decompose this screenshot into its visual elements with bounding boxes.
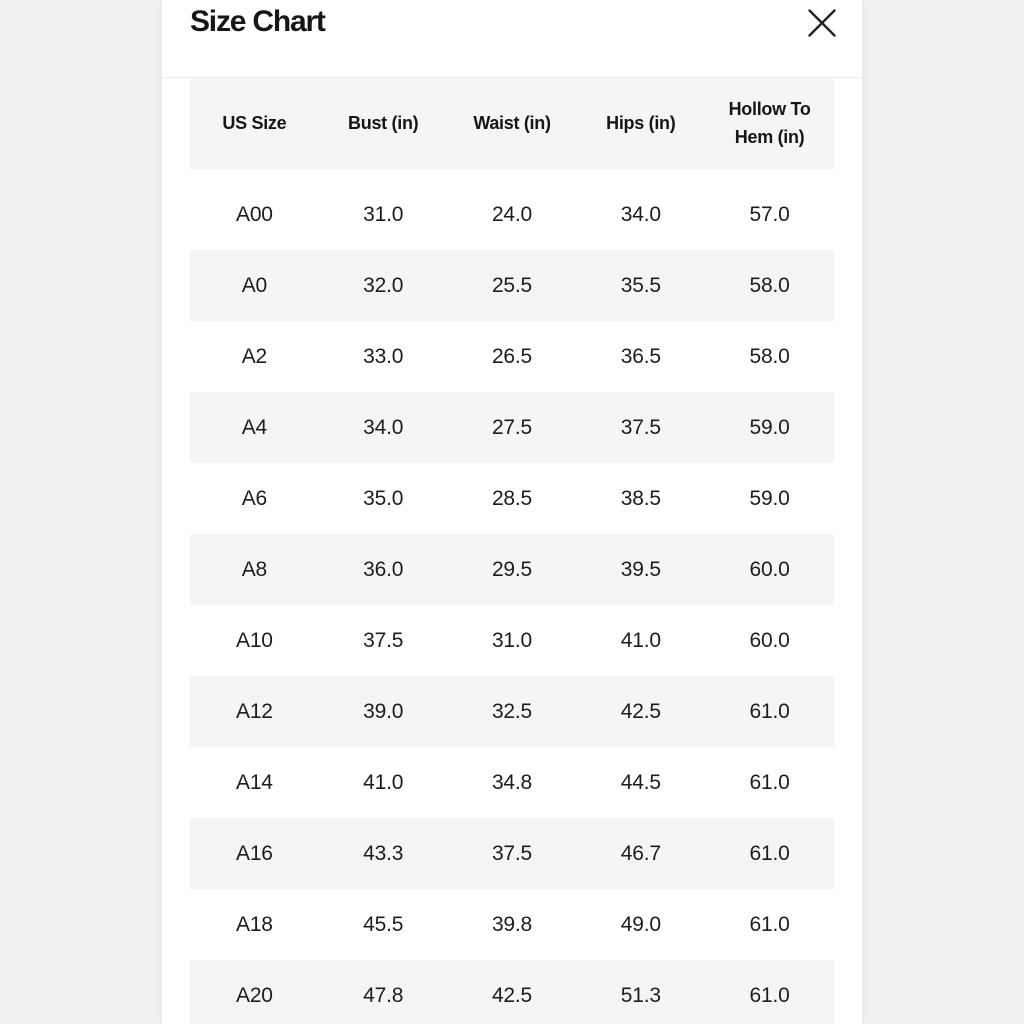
table-cell: A18	[236, 912, 273, 936]
table-cell: 44.5	[620, 770, 661, 794]
table-cell: 37.5	[491, 841, 533, 865]
table-cell: 61.0	[749, 912, 790, 936]
table-cell: 34.0	[363, 415, 404, 439]
table-cell: 60.0	[749, 557, 790, 581]
table-cell: 26.5	[491, 344, 533, 368]
table-cell: 59.0	[749, 415, 790, 439]
table-row	[190, 534, 834, 605]
table-cell: A00	[236, 202, 273, 226]
table-cell: A0	[241, 273, 268, 297]
table-cell: 61.0	[749, 699, 790, 723]
table-cell: 39.5	[620, 557, 661, 581]
column-header: Hollow To Hem (in)	[728, 98, 811, 147]
table-row	[190, 321, 834, 392]
table-cell: A20	[236, 983, 273, 1007]
table-cell: 34.8	[491, 770, 533, 794]
table-row	[190, 818, 834, 889]
table-cell: 35.0	[363, 486, 404, 510]
table-header-row	[190, 78, 834, 169]
table-cell: A10	[236, 628, 273, 652]
table-cell: 27.5	[491, 415, 533, 439]
table-cell: 32.5	[491, 699, 533, 723]
table-cell: 41.0	[620, 628, 661, 652]
table-cell: 34.0	[620, 202, 661, 226]
table-cell: 42.5	[620, 699, 661, 723]
table-row	[190, 676, 834, 747]
table-cell: 42.5	[491, 983, 533, 1007]
table-row	[190, 463, 834, 534]
close-icon	[806, 7, 838, 39]
table-cell: A12	[236, 699, 273, 723]
table-cell: 47.8	[363, 983, 404, 1007]
table-cell: 37.5	[363, 628, 404, 652]
table-cell: 60.0	[749, 628, 790, 652]
table-row	[190, 392, 834, 463]
column-header: Hips (in)	[606, 112, 676, 133]
column-header: Bust (in)	[348, 112, 419, 133]
table-cell: 58.0	[749, 344, 790, 368]
size-chart-table	[190, 78, 834, 1024]
table-cell: 61.0	[749, 983, 790, 1007]
table-cell: 37.5	[620, 415, 661, 439]
table-cell: 57.0	[749, 202, 790, 226]
table-cell: 61.0	[749, 770, 790, 794]
table-row	[190, 747, 834, 818]
table-cell: 46.7	[620, 841, 661, 865]
table-cell: 43.3	[363, 841, 404, 865]
close-button[interactable]	[803, 4, 841, 42]
table-cell: 51.3	[620, 983, 661, 1007]
table-cell: 35.5	[620, 273, 661, 297]
table-row	[190, 179, 834, 250]
modal-header	[162, 0, 862, 78]
table-cell: 49.0	[620, 912, 661, 936]
table-row	[190, 889, 834, 960]
table-cell: 58.0	[749, 273, 790, 297]
table-row	[190, 605, 834, 676]
table-body	[190, 179, 834, 1024]
table-cell: 31.0	[491, 628, 533, 652]
table-cell: 31.0	[363, 202, 404, 226]
table-cell: 39.0	[363, 699, 404, 723]
table-cell: 41.0	[363, 770, 404, 794]
table-cell: 36.0	[363, 557, 404, 581]
table-cell: 29.5	[491, 557, 533, 581]
table-cell: 24.0	[491, 202, 533, 226]
table-cell: A14	[236, 770, 273, 794]
table-row	[190, 250, 834, 321]
table-cell: A6	[241, 486, 268, 510]
table-row	[190, 960, 834, 1024]
table-cell: 39.8	[491, 912, 533, 936]
table-cell: A2	[241, 344, 268, 368]
table-cell: 33.0	[363, 344, 404, 368]
table-cell: 25.5	[491, 273, 533, 297]
table-cell: 36.5	[620, 344, 661, 368]
table-cell: A4	[241, 415, 268, 439]
table-cell: 45.5	[363, 912, 404, 936]
table-cell: A16	[236, 841, 273, 865]
table-cell: 59.0	[749, 486, 790, 510]
table-cell: 28.5	[491, 486, 533, 510]
column-header: US Size	[222, 112, 287, 133]
table-cell: 61.0	[749, 841, 790, 865]
size-chart-modal	[162, 0, 862, 1024]
modal-title: Size Chart	[190, 5, 325, 38]
table-cell: A8	[241, 557, 268, 581]
table-cell: 38.5	[620, 486, 661, 510]
table-cell: 32.0	[363, 273, 404, 297]
column-header: Waist (in)	[473, 112, 551, 133]
